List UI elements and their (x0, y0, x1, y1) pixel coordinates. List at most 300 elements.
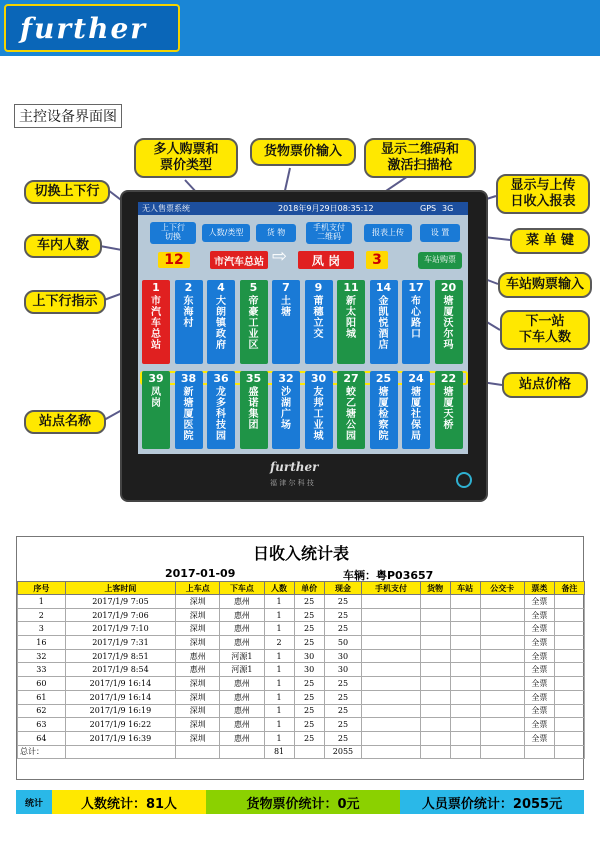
station-number: 5 (249, 281, 258, 294)
table-cell: 2017/1/9 16:14 (65, 690, 175, 704)
footer-staff-total: 人员票价统计：2055元 (400, 790, 584, 814)
table-cell: 30 (294, 663, 324, 677)
station-name: 大朗镇政府 (216, 296, 226, 351)
column-header: 备注 (554, 582, 584, 595)
column-header: 车站 (450, 582, 480, 595)
table-cell: 30 (324, 649, 362, 663)
table-cell: 30 (294, 649, 324, 663)
table-cell (362, 663, 420, 677)
total-cell (362, 745, 420, 759)
station-number: 9 (314, 281, 323, 294)
table-cell: 深圳 (176, 595, 220, 609)
table-row (18, 663, 585, 677)
station-name: 新太阳城 (346, 296, 356, 340)
station-number: 25 (375, 372, 392, 385)
status-title: 无人售票系统 (142, 204, 190, 213)
station-column[interactable] (207, 371, 235, 449)
table-cell (554, 663, 584, 677)
callout-switch-direction: 切换上下行 (24, 180, 110, 204)
callout-qr-scan-line1: 显示二维码和 (380, 141, 459, 157)
table-cell: 25 (294, 731, 324, 745)
table-cell: 2017/1/9 7:05 (65, 595, 175, 609)
table-cell (420, 677, 450, 691)
table-cell (450, 690, 480, 704)
total-cell (524, 745, 554, 759)
table-cell (480, 731, 524, 745)
table-cell: 50 (324, 636, 362, 650)
table-cell: 全票 (524, 595, 554, 609)
mobile-pay-line2: 二维码 (317, 232, 341, 241)
table-cell: 1 (264, 731, 294, 745)
table-cell (362, 649, 420, 663)
table-cell: 1 (264, 690, 294, 704)
total-cell: 2055 (324, 745, 362, 759)
station-number: 2 (184, 281, 193, 294)
table-cell (480, 649, 524, 663)
table-cell (420, 649, 450, 663)
table-cell (450, 718, 480, 732)
station-number: 20 (440, 281, 457, 294)
table-cell (480, 663, 524, 677)
station-column[interactable] (402, 371, 430, 449)
station-name: 市汽车总站 (151, 296, 161, 351)
table-cell (450, 595, 480, 609)
callout-passenger-count: 车内人数 (24, 234, 102, 258)
table-cell: 25 (324, 718, 362, 732)
table-cell (420, 595, 450, 609)
station-column[interactable] (370, 280, 398, 364)
table-cell (554, 595, 584, 609)
table-cell (554, 704, 584, 718)
table-cell (450, 608, 480, 622)
station-name: 土塘 (281, 296, 291, 318)
station-column[interactable] (272, 371, 300, 449)
report-vehicle-label: 车辆： (343, 569, 376, 582)
table-cell: 25 (294, 622, 324, 636)
table-cell: 河源1 (220, 649, 264, 663)
table-cell (362, 622, 420, 636)
station-column[interactable] (240, 371, 268, 449)
report-date: 2017-01-09 (165, 567, 236, 580)
brand-logo: further (20, 12, 148, 45)
goods-button[interactable]: 货 物 (256, 224, 296, 242)
next-stop-count-display: 3 (366, 251, 388, 269)
table-cell (420, 636, 450, 650)
station-name: 沙湖广场 (281, 387, 291, 431)
table-cell: 25 (324, 704, 362, 718)
current-station-display: 市汽车总站 (210, 251, 268, 269)
settings-button[interactable]: 设 置 (420, 224, 460, 242)
passenger-count-display: 12 (158, 252, 190, 268)
table-cell: 1 (264, 718, 294, 732)
table-cell: 1 (264, 608, 294, 622)
table-cell: 25 (294, 636, 324, 650)
table-cell (450, 649, 480, 663)
callout-multi-ticket-line1: 多人购票和 (153, 141, 219, 157)
callout-next-stop-line2: 下车人数 (518, 330, 571, 345)
power-knob-icon[interactable] (456, 472, 472, 488)
table-cell: 33 (18, 663, 66, 677)
station-column[interactable] (435, 371, 463, 449)
table-cell: 深圳 (176, 718, 220, 732)
station-number: 32 (278, 372, 294, 385)
table-cell: 25 (294, 608, 324, 622)
people-type-button[interactable]: 人数/类型 (202, 224, 250, 242)
table-cell: 全票 (524, 731, 554, 745)
table-cell: 深圳 (176, 704, 220, 718)
status-3g: 3G (442, 204, 454, 213)
table-cell: 全票 (524, 608, 554, 622)
total-cell (65, 745, 175, 759)
table-cell (554, 677, 584, 691)
table-cell: 深圳 (176, 677, 220, 691)
table-cell: 全票 (524, 718, 554, 732)
table-cell: 惠州 (220, 608, 264, 622)
station-number: 22 (440, 372, 457, 385)
table-cell: 62 (18, 704, 66, 718)
table-cell: 61 (18, 690, 66, 704)
table-cell (420, 731, 450, 745)
table-cell (480, 622, 524, 636)
table-cell: 2 (18, 608, 66, 622)
column-header: 票类 (524, 582, 554, 595)
mobile-pay-line1: 手机支付 (313, 223, 345, 233)
table-cell: 惠州 (220, 718, 264, 732)
column-header: 货物 (420, 582, 450, 595)
table-cell (420, 622, 450, 636)
table-cell: 25 (294, 704, 324, 718)
table-cell: 惠州 (220, 622, 264, 636)
station-name: 塘厦沃尔玛 (443, 296, 454, 351)
footer-people-total: 人数统计：81人 (52, 790, 206, 814)
table-cell: 2017/1/9 16:14 (65, 677, 175, 691)
table-cell: 25 (324, 677, 362, 691)
table-cell: 深圳 (176, 608, 220, 622)
table-cell (450, 704, 480, 718)
table-cell: 1 (264, 649, 294, 663)
table-cell: 1 (264, 595, 294, 609)
station-column[interactable] (207, 280, 235, 364)
table-cell (450, 663, 480, 677)
device-screen (138, 202, 468, 454)
station-column[interactable] (305, 280, 333, 364)
station-number: 4 (217, 281, 225, 294)
station-name: 塘厦天桥 (443, 387, 454, 431)
total-cell: 总计： (18, 745, 66, 759)
table-row (18, 608, 585, 622)
table-cell (362, 636, 420, 650)
callout-next-stop (500, 310, 590, 350)
table-cell: 深圳 (176, 622, 220, 636)
table-cell (554, 649, 584, 663)
station-number: 24 (408, 372, 424, 385)
station-column[interactable] (402, 280, 430, 364)
station-column[interactable] (435, 280, 463, 364)
callout-multi-ticket (134, 138, 238, 178)
table-cell: 全票 (524, 690, 554, 704)
table-cell: 惠州 (220, 677, 264, 691)
station-number: 36 (213, 372, 229, 385)
table-row (18, 636, 585, 650)
table-cell: 32 (18, 649, 66, 663)
footer-goods-total: 货物票价统计：0元 (206, 790, 400, 814)
table-cell: 1 (264, 677, 294, 691)
callout-upload-report-line1: 显示与上传 (510, 177, 576, 193)
table-cell: 25 (324, 690, 362, 704)
table-cell (362, 704, 420, 718)
status-bar (138, 202, 468, 215)
callout-multi-ticket-line2: 票价类型 (159, 158, 212, 173)
device-logo: further (270, 460, 319, 474)
mobile-pay-button[interactable] (306, 222, 352, 244)
table-cell: 25 (294, 677, 324, 691)
daily-income-report (16, 536, 584, 780)
station-number: 39 (148, 372, 164, 385)
callout-station-purchase: 车站购票输入 (498, 272, 592, 298)
station-name: 布心路口 (411, 296, 421, 340)
station-name: 帝豪工业区 (248, 296, 259, 351)
status-time: 2018年9月29日08:35:12 (278, 204, 374, 213)
footer-label: 统计 (16, 790, 52, 814)
callout-station-price: 站点价格 (502, 372, 588, 398)
column-header: 公交卡 (480, 582, 524, 595)
station-name: 友邦工业城 (313, 387, 324, 442)
table-cell (450, 731, 480, 745)
table-cell: 25 (294, 690, 324, 704)
table-cell (362, 608, 420, 622)
station-number: 38 (180, 372, 197, 385)
total-cell (220, 745, 264, 759)
table-cell (362, 690, 420, 704)
report-table (17, 581, 585, 759)
table-cell (362, 677, 420, 691)
destination-display: 凤 岗 (298, 251, 354, 269)
station-column[interactable] (142, 280, 170, 364)
table-cell (450, 636, 480, 650)
callout-menu-key: 菜 单 键 (510, 228, 590, 254)
total-cell (176, 745, 220, 759)
column-header: 手机支付 (362, 582, 420, 595)
station-column[interactable] (142, 371, 170, 449)
station-number: 17 (408, 281, 424, 294)
table-row (18, 718, 585, 732)
table-cell: 惠州 (176, 649, 220, 663)
table-row (18, 622, 585, 636)
table-cell: 25 (294, 718, 324, 732)
switch-direction-button[interactable] (150, 222, 196, 244)
callout-upload-report (496, 174, 590, 214)
table-cell: 25 (324, 608, 362, 622)
station-ticket-button[interactable]: 车站购票 (418, 252, 462, 269)
table-cell (554, 718, 584, 732)
table-cell (480, 718, 524, 732)
table-cell (554, 636, 584, 650)
section-title: 主控设备界面图 (14, 104, 122, 128)
table-cell (420, 663, 450, 677)
station-number: 14 (375, 281, 392, 294)
table-row (18, 649, 585, 663)
table-cell: 63 (18, 718, 66, 732)
table-row (18, 595, 585, 609)
table-cell: 1 (18, 595, 66, 609)
table-cell: 全票 (524, 636, 554, 650)
total-cell (480, 745, 524, 759)
table-cell: 惠州 (220, 690, 264, 704)
column-header: 人数 (264, 582, 294, 595)
table-cell (450, 677, 480, 691)
table-cell: 1 (264, 622, 294, 636)
station-name: 龙多科技园 (216, 387, 226, 442)
column-header: 上车点 (176, 582, 220, 595)
table-cell: 25 (324, 622, 362, 636)
table-cell (362, 718, 420, 732)
table-cell (480, 690, 524, 704)
callout-qr-scan (364, 138, 476, 178)
switch-direction-line2: 切换 (165, 232, 181, 241)
callout-qr-scan-line2: 激活扫描枪 (387, 158, 453, 173)
table-cell: 60 (18, 677, 66, 691)
station-column[interactable] (175, 280, 203, 364)
table-cell: 64 (18, 731, 66, 745)
table-cell: 2017/1/9 7:06 (65, 608, 175, 622)
table-cell (480, 595, 524, 609)
switch-direction-line1: 上下行 (161, 223, 185, 233)
table-cell: 惠州 (220, 731, 264, 745)
station-name: 盛诺集团 (248, 387, 259, 431)
table-cell: 河源1 (220, 663, 264, 677)
table-cell: 全票 (524, 663, 554, 677)
station-number: 27 (343, 372, 359, 385)
table-cell (554, 622, 584, 636)
station-number: 11 (343, 281, 359, 294)
direction-arrow-icon: ⇨ (272, 246, 288, 267)
station-name: 塘厦社保局 (411, 387, 421, 442)
table-row (18, 690, 585, 704)
station-number: 30 (310, 372, 327, 385)
station-column[interactable] (370, 371, 398, 449)
table-cell (420, 704, 450, 718)
total-cell (420, 745, 450, 759)
table-cell: 全票 (524, 677, 554, 691)
status-gps: GPS (420, 204, 437, 213)
station-column[interactable] (337, 371, 365, 449)
table-cell: 全票 (524, 622, 554, 636)
report-upload-button[interactable]: 报表上传 (364, 224, 412, 242)
table-cell: 2017/1/9 8:54 (65, 663, 175, 677)
table-cell: 惠州 (220, 704, 264, 718)
station-column[interactable] (175, 371, 203, 449)
station-number: 7 (282, 281, 290, 294)
station-column[interactable] (305, 371, 333, 449)
column-header: 上客时间 (65, 582, 175, 595)
total-cell: 81 (264, 745, 294, 759)
station-column[interactable] (337, 280, 365, 364)
report-vehicle-value: 粤P03657 (376, 569, 434, 582)
table-cell (420, 608, 450, 622)
table-cell: 2017/1/9 16:22 (65, 718, 175, 732)
table-row (18, 704, 585, 718)
column-header: 下车点 (220, 582, 264, 595)
table-cell: 25 (294, 595, 324, 609)
column-header: 序号 (18, 582, 66, 595)
callout-direction-indicator: 上下行指示 (24, 290, 106, 314)
table-cell: 1 (264, 663, 294, 677)
table-cell: 2017/1/9 7:31 (65, 636, 175, 650)
station-name: 凤岗 (151, 387, 161, 409)
callout-goods-price: 货物票价输入 (250, 138, 356, 166)
table-cell: 惠州 (220, 595, 264, 609)
callout-next-stop-line1: 下一站 (525, 313, 565, 329)
table-cell (480, 677, 524, 691)
station-column[interactable] (272, 280, 300, 364)
table-cell (420, 718, 450, 732)
table-row (18, 677, 585, 691)
table-cell: 2017/1/9 8:51 (65, 649, 175, 663)
device-sub-logo: 福 津 尔 科 技 (270, 479, 314, 487)
column-header: 单价 (294, 582, 324, 595)
table-cell: 2 (264, 636, 294, 650)
table-cell: 全票 (524, 704, 554, 718)
table-cell (450, 622, 480, 636)
station-number: 35 (245, 372, 262, 385)
table-cell: 惠州 (176, 663, 220, 677)
table-cell: 深圳 (176, 636, 220, 650)
table-cell: 全票 (524, 649, 554, 663)
table-cell: 深圳 (176, 690, 220, 704)
table-cell: 2017/1/9 16:39 (65, 731, 175, 745)
total-row (18, 745, 585, 759)
callout-upload-report-line2: 日收入报表 (510, 194, 576, 209)
station-number: 1 (152, 281, 160, 294)
table-cell: 25 (324, 595, 362, 609)
station-name: 莆穗立交 (313, 296, 324, 340)
station-name: 塘厦检察院 (378, 387, 389, 442)
column-header: 现金 (324, 582, 362, 595)
table-cell (480, 704, 524, 718)
table-cell (554, 608, 584, 622)
table-cell: 2017/1/9 16:19 (65, 704, 175, 718)
table-cell: 深圳 (176, 731, 220, 745)
station-name: 金凯悦酒店 (378, 296, 389, 351)
table-cell: 3 (18, 622, 66, 636)
table-cell: 2017/1/9 7:10 (65, 622, 175, 636)
station-column[interactable] (240, 280, 268, 364)
table-header-row (18, 582, 585, 595)
table-cell (362, 595, 420, 609)
table-cell (554, 731, 584, 745)
total-cell (554, 745, 584, 759)
callout-station-name: 站点名称 (24, 410, 106, 434)
station-name: 蛟乙塘公园 (346, 387, 356, 442)
total-cell (450, 745, 480, 759)
table-cell: 1 (264, 704, 294, 718)
total-cell (294, 745, 324, 759)
table-cell (480, 608, 524, 622)
table-cell (420, 690, 450, 704)
table-cell: 30 (324, 663, 362, 677)
table-cell: 惠州 (220, 636, 264, 650)
station-name: 新塘厦医院 (183, 387, 194, 442)
table-body (18, 595, 585, 759)
table-cell (362, 731, 420, 745)
report-title: 日收入统计表 (252, 544, 349, 563)
table-cell: 16 (18, 636, 66, 650)
table-cell (480, 636, 524, 650)
station-name: 东海村 (183, 296, 194, 329)
table-cell: 25 (324, 731, 362, 745)
table-cell (554, 690, 584, 704)
table-row (18, 731, 585, 745)
